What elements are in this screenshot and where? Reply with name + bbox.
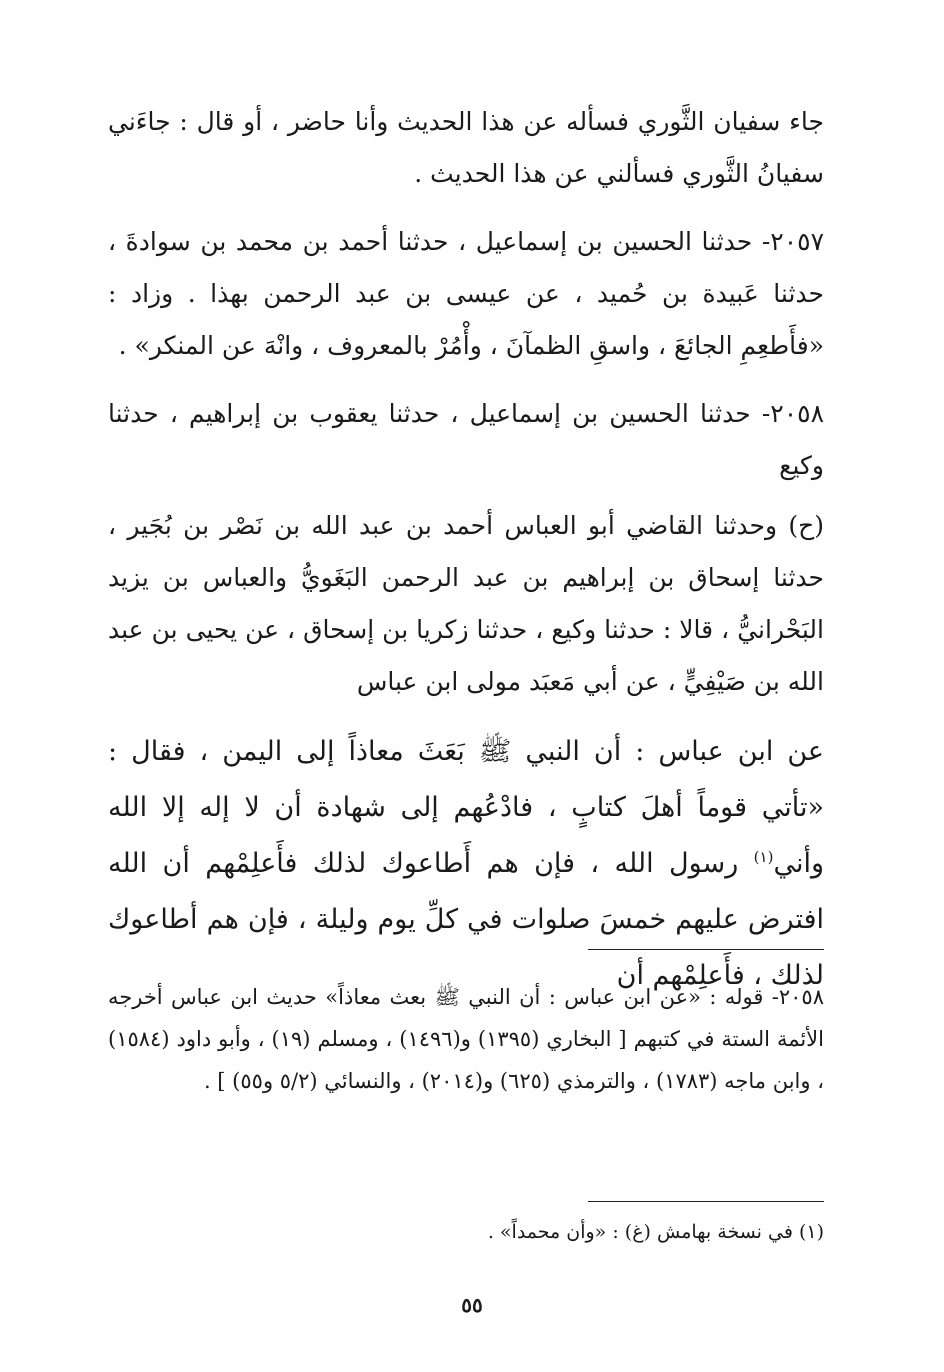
main-text	[108, 96, 824, 1020]
hadith-2057: ٢٠٥٧- حدثنا الحسين بن إسماعيل ، حدثنا أحمد بن محمد بن سوادةَ ، حدثنا عَبيدة بن حُميد ، عن عيسى بن عبد الرحمن بهذا . وزاد : «فأَطعِمِ الجائعَ ، واسقِ الظمآنَ ، وأْمُرْ بالمعروف ، وانْهَ عن المنكر» .	[108, 227, 824, 360]
commentary-divider	[588, 949, 824, 950]
commentary-note: ٢٠٥٨- قوله : «عن ابن عباس : أن النبي ﷺ بعث معاذاً» حديث ابن عباس أخرجه الأئمة الستة في كتبهم [ البخاري (١٣٩٥) و(١٤٩٦) ، ومسلم (١٩) ، وأبو داود (١٥٨٤) ، وابن ماجه (١٧٨٣) ، والترمذي (٦٢٥) و(٢٠١٤) ، والنسائي (٥/٢ و٥٥) ] .	[108, 985, 824, 1093]
hadith-2058-alt-chain: (ح) وحدثنا القاضي أبو العباس أحمد بن عبد الله بن نَصْر بن بُجَير ، حدثنا إسحاق بن إبراهيم بن عبد الرحمن البَغَويُّ والعباس بن يزيد البَحْرانيُّ ، قالا : حدثنا وكيع ، حدثنا زكريا بن إسحاق ، عن يحيى بن عبد الله بن صَيْفِيٍّ ، عن أبي مَعبَد مولى ابن عباس	[108, 511, 824, 696]
hadith-text-part-2: رسول الله ، فإن هم أَطاعوك لذلك فأَعلِمْهم أن الله افترض عليهم خمسَ صلوات في كلِّ يوم وليلة ، فإن هم أطاعوك لذلك ، فأَعلِمْهم أن	[108, 848, 824, 991]
hadith-2058-text	[108, 724, 824, 1004]
hadith-text-part-1: عن ابن عباس : أن النبي ﷺ بَعَثَ معاذاً إلى اليمن ، فقال : «تأتي قوماً أهلَ كتابٍ ، فادْعُهم إلى شهادة أن لا إله إلا الله وأني	[108, 736, 824, 879]
footnote: (١) في نسخة بهامش (غ) : «وأن محمداً» .	[487, 1221, 824, 1243]
paragraph-continuation: جاء سفيان الثَّوري فسأله عن هذا الحديث وأنا حاضر ، أو قال : جاءَني سفيانُ الثَّوري فسألني عن هذا الحديث .	[108, 107, 824, 188]
page-number: ٥٥	[461, 1293, 483, 1317]
footnote-reference[interactable]: (١)	[753, 848, 774, 866]
hadith-2058-chain: ٢٠٥٨- حدثنا الحسين بن إسماعيل ، حدثنا يعقوب بن إبراهيم ، حدثنا وكيع	[108, 399, 824, 480]
footnote-divider	[588, 1201, 824, 1202]
